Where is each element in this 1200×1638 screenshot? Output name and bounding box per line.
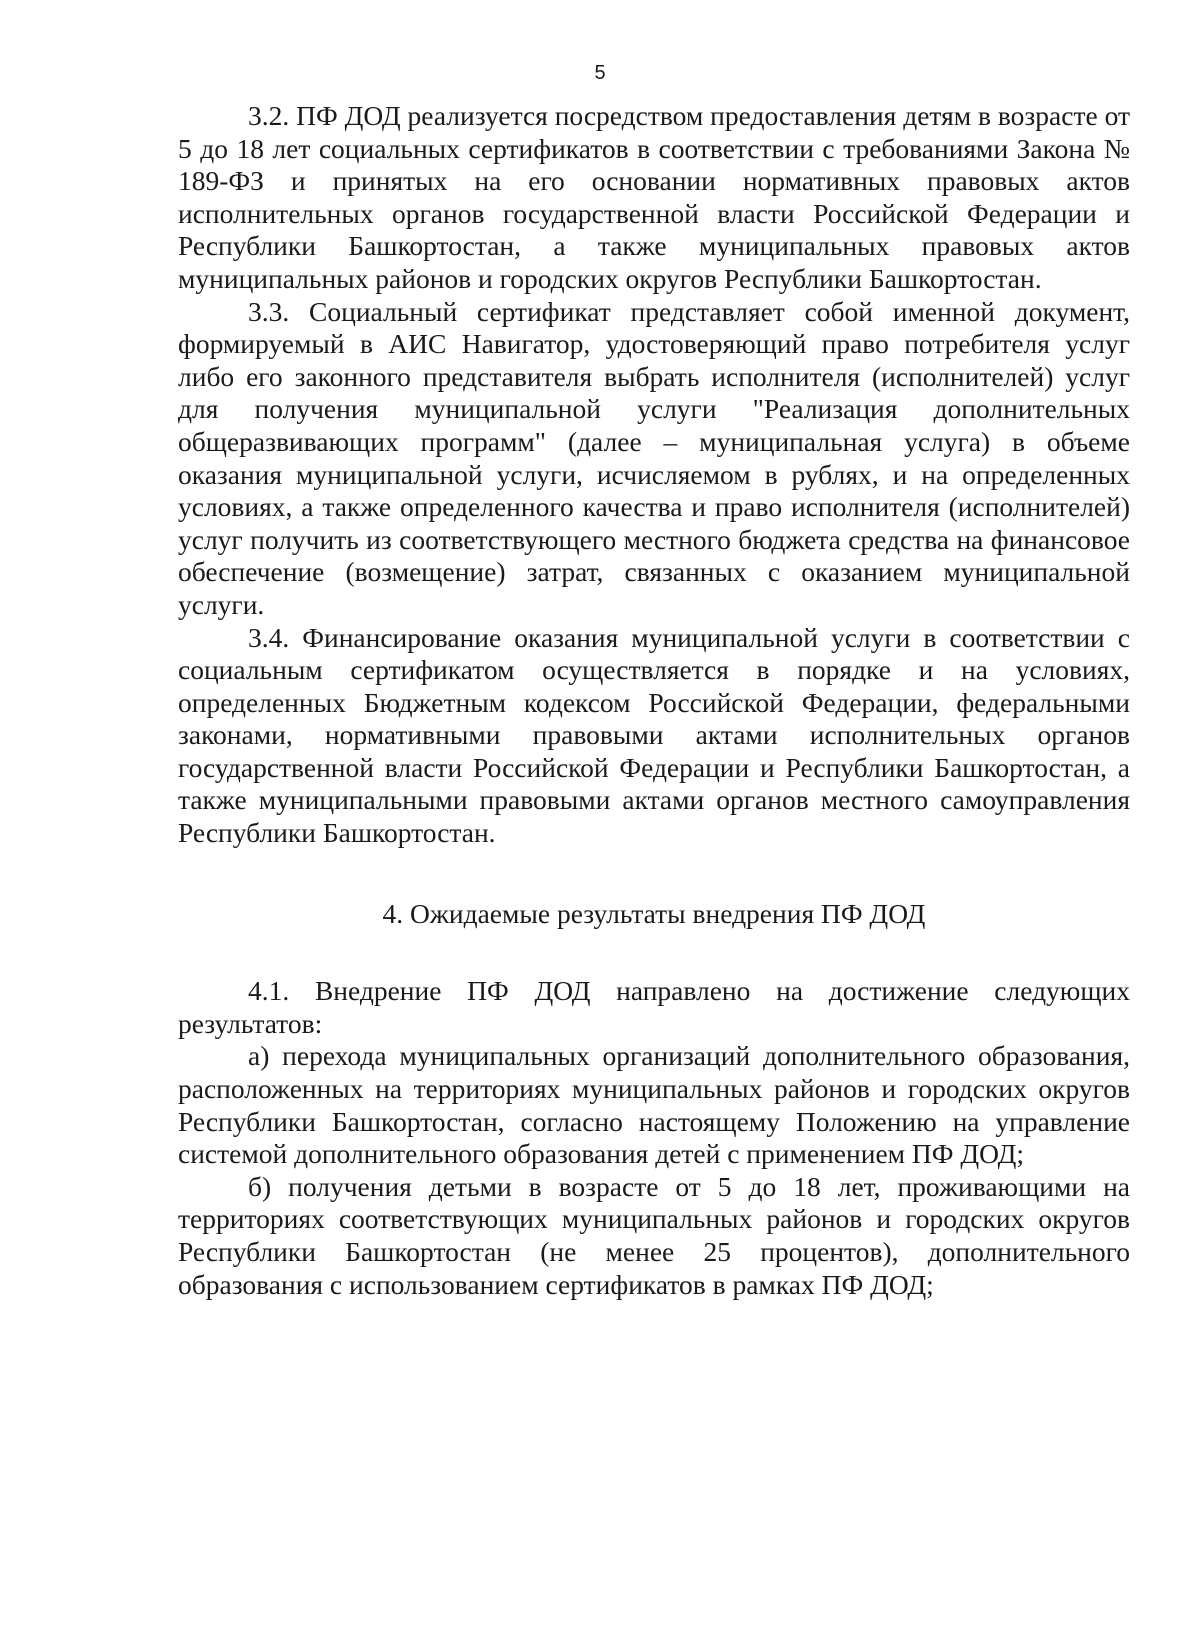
paragraph-3-2: 3.2. ПФ ДОД реализуется посредством предоставления детям в возрасте от 5 до 18 лет социальных сертификатов в соответствии с требованиями Закона № 189-ФЗ и принятых на его основании нормативных правовых актов исполнительных органов государственной власти Российской Федерации и Республики Башкортостан, а также муниципальных правовых актов муниципальных районов и городских округов Республики Башкортостан.	[178, 100, 1130, 294]
paragraph-3-3: 3.3. Социальный сертификат представляет собой именной документ, формируемый в АИС Навигатор, удостоверяющий право потребителя услуг либо его законного представителя выбрать исполнителя (исполнителей) услуг для получения муниципальной услуги "Реализация дополнительных общеразвивающих программ" (далее – муниципальная услуга) в объеме оказания муниципальной услуги, исчисляемом в рублях, и на определенных условиях, а также определенного качества и право исполнителя (исполнителей) услуг получить из соответствующего местного бюджета средства на финансовое обеспечение (возмещение) затрат, связанных с оказанием муниципальной услуги.	[178, 295, 1130, 620]
paragraph-4-1-b: б) получения детьми в возрасте от 5 до 18 лет, проживающими на территориях соответствующих муниципальных районов и городских округов Республики Башкортостан (не менее 25 процентов), дополнительного образования с использованием сертификатов в рамках ПФ ДОД;	[178, 1170, 1130, 1300]
section-4-heading: 4. Ожидаемые результаты внедрения ПФ ДОД	[382, 897, 926, 929]
paragraph-3-4: 3.4. Финансирование оказания муниципальной услуги в соответствии с социальным сертификатом осуществляется в порядке и на условиях, определенных Бюджетным кодексом Российской Федерации, федеральными законами, нормативными правовыми актами исполнительных органов государственной власти Российской Федерации и Республики Башкортостан, а также муниципальными правовыми актами органов местного самоуправления Республики Башкортостан.	[178, 621, 1130, 849]
paragraph-4-1-a: а) перехода муниципальных организаций дополнительного образования, расположенных на территориях муниципальных районов и городских округов Республики Башкортостан, согласно настоящему Положению на управление системой дополнительного образования детей с применением ПФ ДОД;	[178, 1040, 1130, 1170]
document-body	[178, 100, 1130, 1301]
paragraph-4-1: 4.1. Внедрение ПФ ДОД направлено на достижение следующих результатов:	[178, 975, 1130, 1039]
page-number: 5	[594, 62, 606, 84]
